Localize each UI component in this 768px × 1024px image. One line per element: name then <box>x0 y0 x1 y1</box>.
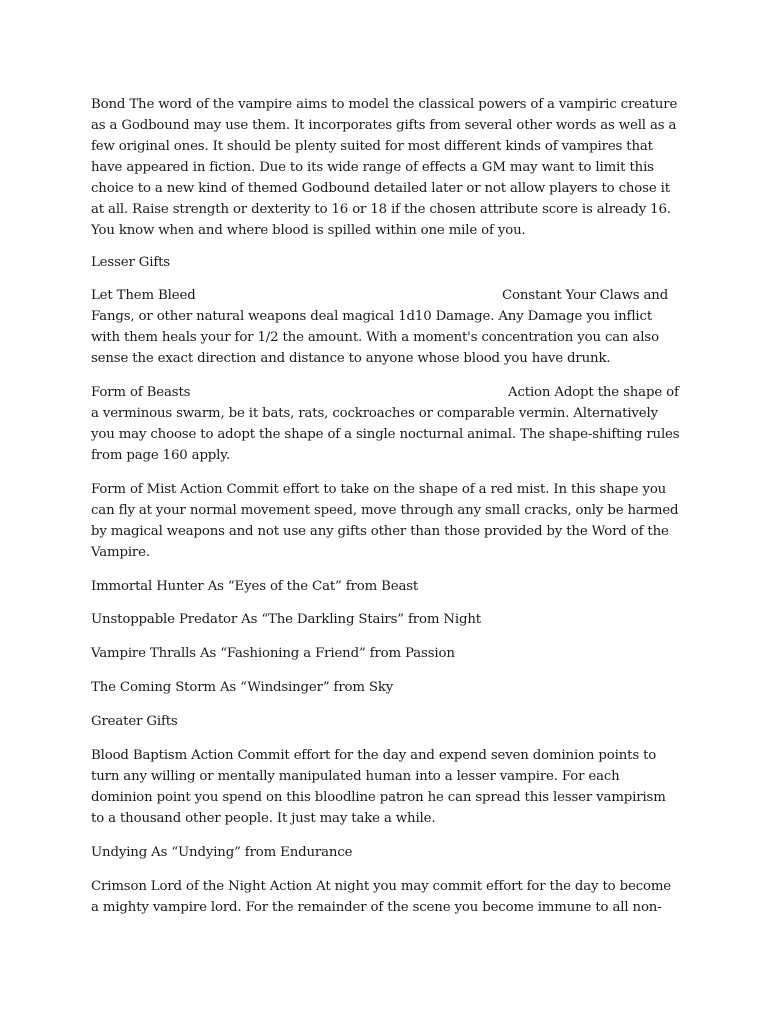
gift-body-let-them-bleed: Fangs, or other natural weapons deal magical 1d10 Damage. Any Damage you inflict with them heals your for 1/2 the amount. With a moment's concentration you can also sense the exact direction and distance to anyone whose blood you have drunk. <box>91 309 659 366</box>
gift-name: Form of Beasts <box>91 385 191 400</box>
gift-form-of-mist: Form of Mist Action Commit effort to take on the shape of a red mist. In this shape you can fly at your normal movement speed, move through any small cracks, only be harmed by magical weapons and not use any gifts other than those provided by the Word of the Vampire. <box>91 482 679 560</box>
gift-crimson-lord: Crimson Lord of the Night Action At night you may commit effort for the day to become a mighty vampire lord. For the remainder of the scene you become immune to all non- <box>91 879 672 915</box>
gift-body-form-of-beasts: a verminous swarm, be it bats, rats, cockroaches or comparable vermin. Alternatively you may choose to adopt the shape of a single nocturnal animal. The shape-shifting rules from page 160 apply. <box>91 406 680 463</box>
lesser-gifts-heading: Lesser Gifts <box>91 255 170 270</box>
gift-undying: Undying As “Undying” from Endurance <box>91 845 353 860</box>
intro-paragraph: Bond The word of the vampire aims to model the classical powers of a vampiric creature as a Godbound may use them. It incorporates gifts from several other words as well as a few original ones. It should be plenty suited for most different kinds of vampires that have appeared in fiction. Due to its wide range of effects a GM may want to limit this choice to a new kind of themed Godbound detailed later or not allow players to chose it at all. Raise strength or dexterity to 16 or 18 if the chosen attribute score is already 16. You know when and where blood is spilled within one mile of you. <box>91 97 678 238</box>
gift-blood-baptism: Blood Baptism Action Commit effort for the day and expend seven dominion points to turn any willing or mentally manipulated human into a lesser vampire. For each dominion point you spend on this bloodline patron he can spread this lesser vampirism to a thousand other people. It just may take a while. <box>91 748 666 826</box>
gift-name: Let Them Bleed <box>91 288 196 303</box>
gift-vampire-thralls: Vampire Thralls As “Fashioning a Friend” from Passion <box>91 646 455 661</box>
gift-unstoppable-predator: Unstoppable Predator As “The Darkling Stairs” from Night <box>91 612 481 627</box>
gift-type-form-of-beasts: Action Adopt the shape of <box>508 385 679 400</box>
gift-type-let-them-bleed: Constant Your Claws and <box>502 288 669 303</box>
gift-coming-storm: The Coming Storm As “Windsinger” from Sky <box>91 680 394 695</box>
gift-immortal-hunter: Immortal Hunter As “Eyes of the Cat” from Beast <box>91 579 419 594</box>
greater-gifts-heading: Greater Gifts <box>91 714 178 729</box>
